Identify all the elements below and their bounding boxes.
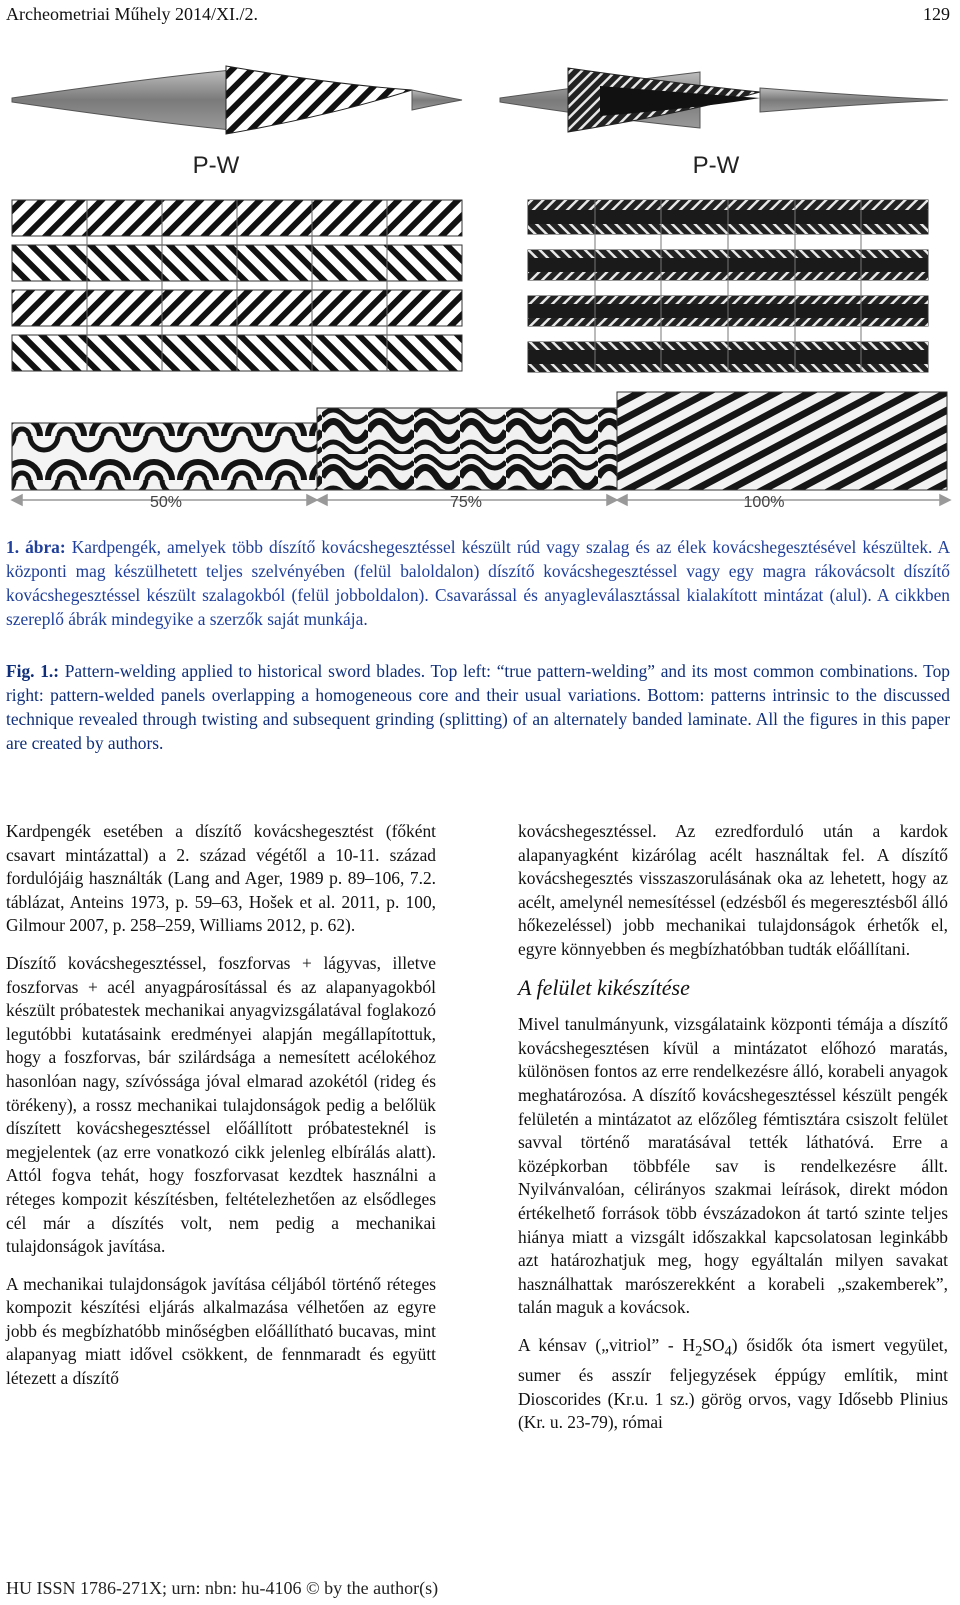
paragraph: A kénsav („vitriol” - $H_2SO_4$) ősidők óta ismert vegyület, sumer és asszír feljegyzések éppúgy említik, mint Dioscorides (Kr.u. 1 sz.) görög orvos, vagy Idősebb Plinius (Kr. u. 23-79), római [518, 1334, 948, 1433]
section-heading: A felület kikészítése [518, 974, 690, 1000]
journal-title: Archeometriai Műhely 2014/XI./2. [6, 4, 258, 24]
paragraph: Mivel tanulmányunk, vizsgálataink központi témája a díszítő kovácshegesztésen kívül a mintázatot előhozó maratás, különösen fontos az erre rendelkezésre álló, korabeli anyagok meghatározósa. A díszítő kovácshegesztéssel készült pengék felületén a mintázatot az előzőleg fémtisztára csiszolt felület savval történő maratásával tették láthatóvá. Erre a középkorban többféle sav is rendelkezésre állt. Nyilvánvalóan, célirányos szakmai leírások, direkt módon értékelhető források több évszázadokon át tartó szinte teljes hiánya miatt a vizsgált időszakkal kapcsolatosan leginkább azt határozhatjuk meg, hogy egyáltalán milyen savakat használhattak marószerekként a korabeli „szakemberek”, talán maguk a kovácsok. [518, 1014, 948, 1318]
blade-top-right [500, 68, 948, 132]
blade-top-left [12, 66, 462, 134]
scale-label-75: 75% [449, 494, 483, 511]
caption-hu-label: 1. ábra: [6, 537, 66, 557]
paragraph: A mechanikai tulajdonságok javítása céljából történő réteges kompozit készítési eljárás alkalmazása vélhetően az egyre jobb és megbízhatóbb minőségben előállítható bucavas, mint alapanyag miatt idővel csökkent, de fennmaradt és együtt létezett a díszítő [6, 1273, 436, 1389]
scale-label-100: 100% [743, 494, 785, 511]
caption-hu-text: Kardpengék, amelyek több díszítő kovácshegesztéssel készült rúd vagy szalag és az élek kovácshegesztésével készültek. A központi mag készülhetett teljes szelvényében (felül baloldalon) díszítő kovácshegesztéssel vagy egy magra rákovácsolt díszítő kovácshegesztéssel készült szalagokból (felül jobboldalon). Csavarással és anyagleválasztással kialakított mintázat (alul). A cikkben szereplő ábrák mindegyike a szerzők saját munkája. [6, 537, 951, 629]
footer-issn: HU ISSN 1786-271X; urn: nbn: hu-4106 © by the author(s) [6, 1578, 439, 1598]
running-header [6, 4, 950, 25]
scale-label-50: 50% [149, 494, 183, 511]
caption-en-text: Pattern-welding applied to historical sword blades. Top left: “true pattern-welding” and its most common combinations. Top right: pattern-welded panels overlapping a homogeneous core and their usual variations. Bottom: patterns intrinsic to the discussed technique revealed through twisting and subsequent grinding (splitting) of an alternately banded laminate. All the figures in this paper are created by authors. [6, 661, 950, 753]
pattern-samples-right [528, 200, 928, 372]
paragraph: Kardpengék esetében a díszítő kovácshegesztést (főként csavart mintázattal) a 2. század végétől a 10-11. század fordulójáig használták (Lang and Ager, 1989 p. 89–106, 7.2. táblázat, Anteins 1973, p. 59–63, Hošek et al. 2011, p. 100, Gilmour 2007, p. 258–259, Williams 2012, p. 62). [6, 821, 436, 936]
caption-english [6, 659, 950, 755]
caption-hungarian [6, 535, 950, 631]
pw-label-left: P-W [192, 152, 240, 179]
twisted-bars [12, 392, 947, 490]
pw-label-right: P-W [692, 152, 740, 179]
paragraph: kovácshegesztéssel. Az ezredforduló után a kardok alapanyagként kizárólag acélt használtak fel. A díszítő kovácshegesztés visszaszorulásának oka az lehetett, hogy az acélt, amelynél nemesítéssel (edzésből és megeresztésből álló hőkezeléssel) jobb mechanikai tulajdonságok érhetők el, egyre könnyebben és megbízhatóbban tudták előállítani. [518, 821, 948, 959]
figure-1 [0, 40, 960, 530]
pattern-samples-left [12, 200, 462, 371]
right-column [518, 820, 948, 1449]
caption-en-label: Fig. 1.: [6, 661, 60, 681]
left-column [6, 820, 436, 1405]
paragraph: Díszítő kovácshegesztéssel, foszforvas + lágyvas, illetve foszforvas + acél anyagpárosítással és az alapanyagokból készült próbatestek mechanikai anyagvizsgálatával foglakozó legutóbbi kutatásaink eredményei alapján megállapítottuk, hogy a foszforvas, bár szilárdsága a nemesített acélokéhoz hasonlóan nagy, szívóssága jóval elmarad azokétól (rideg és törékeny), a rossz mechanikai tulajdonságok pedig a belőlük díszített kovácshegesztéssel előállított próbatesteknél is megjelentek (az erre vonatkozó cikk jelenleg elbírálás alatt). Attól fogva tehát, hogy foszforvasat kezdtek használni a réteges kompozit készítésben, feltételezhetően az elsődleges cél már a díszítés volt, nem pedig a mechanikai tulajdonságok javítása. [6, 952, 436, 1257]
page-number: 129 [923, 4, 950, 24]
